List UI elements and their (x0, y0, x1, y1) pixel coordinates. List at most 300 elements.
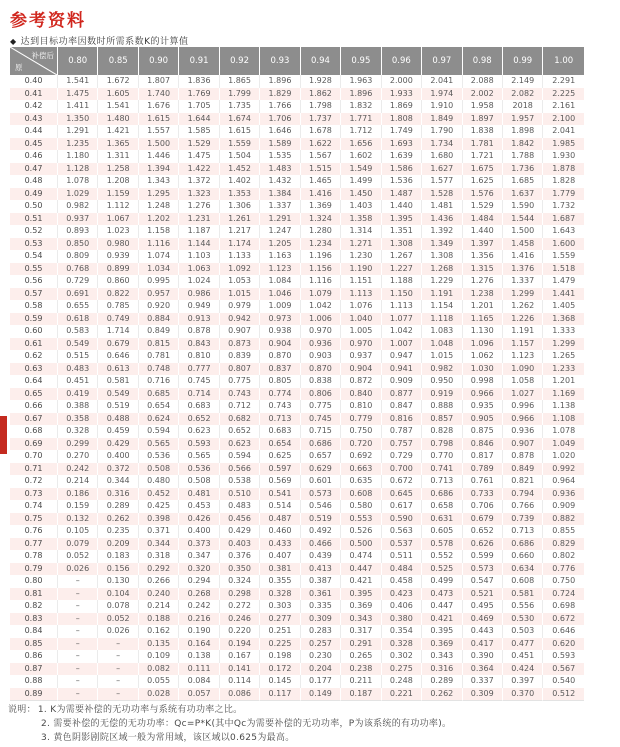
k-value-cell: 1.644 (179, 113, 219, 126)
k-value-cell: 1.299 (543, 338, 584, 351)
k-value-cell: 0.936 (301, 338, 341, 351)
k-value-cell: 0.870 (301, 363, 341, 376)
footnote-line (8, 731, 451, 745)
k-value-cell: 1.685 (503, 175, 543, 188)
k-value-cell: 0.599 (463, 550, 503, 563)
row-header-cell: 0.77 (10, 538, 58, 551)
k-value-cell: 0.324 (220, 575, 260, 588)
k-value-cell: 0.613 (98, 363, 138, 376)
k-value-cell: 0.162 (139, 625, 179, 638)
k-value-cell: 0.395 (422, 625, 462, 638)
k-value-cell: 1.450 (341, 188, 381, 201)
k-value-cell: 1.577 (422, 175, 462, 188)
k-value-cell: 1.771 (341, 113, 381, 126)
k-value-cell: 1.191 (422, 288, 462, 301)
table-row-0.45 (10, 138, 584, 151)
k-value-cell: 0.964 (543, 475, 584, 488)
k-value-cell: 0.156 (98, 563, 138, 576)
k-value-cell: 0.839 (220, 350, 260, 363)
k-value-cell: 0.652 (463, 525, 503, 538)
footnote-2: 2. 需要补偿的无偿的无功功率：Qc=P*K(其中Qc为需要补偿的无功功率，P为该系统的有功功率)。 (41, 719, 452, 729)
k-value-cell: 1.280 (301, 225, 341, 238)
k-value-cell: 1.078 (58, 175, 98, 188)
k-value-cell: 0.447 (422, 600, 462, 613)
k-value-cell: 0.739 (503, 513, 543, 526)
k-value-cell: 0.500 (341, 538, 381, 551)
k-value-cell: 1.897 (463, 113, 503, 126)
k-value-cell: 1.150 (382, 288, 422, 301)
k-value-cell: 1.963 (341, 75, 381, 88)
k-value-cell: 0.492 (301, 525, 341, 538)
k-value-cell: 0.230 (301, 650, 341, 663)
k-value-cell: 0.177 (301, 675, 341, 688)
k-value-cell: 0.750 (543, 575, 584, 588)
k-value-cell: 0.417 (463, 638, 503, 651)
k-value-cell: 0.343 (341, 613, 381, 626)
table-row-0.76 (10, 525, 584, 538)
k-value-cell: 1.481 (422, 200, 462, 213)
k-value-cell: 0.055 (139, 675, 179, 688)
k-value-cell: 1.308 (422, 250, 462, 263)
k-value-cell: 0.265 (341, 650, 381, 663)
k-value-cell: – (58, 625, 98, 638)
k-value-cell: 0.743 (220, 388, 260, 401)
k-value-cell: 1.576 (463, 188, 503, 201)
k-value-cell: 1.465 (301, 175, 341, 188)
k-value-cell: – (98, 688, 138, 702)
k-value-cell: 0.685 (139, 388, 179, 401)
row-header-cell: 0.65 (10, 388, 58, 401)
k-value-cell: 1.083 (422, 325, 462, 338)
k-value-cell: 0.397 (503, 675, 543, 688)
k-value-cell: 1.838 (463, 125, 503, 138)
k-value-cell: 1.898 (503, 125, 543, 138)
row-header-cell: 0.48 (10, 175, 58, 188)
k-value-cell: 0.473 (422, 588, 462, 601)
k-value-cell: 0.692 (341, 450, 381, 463)
k-value-cell: – (58, 588, 98, 601)
k-value-cell: 1.116 (301, 275, 341, 288)
k-value-cell: 1.832 (341, 100, 381, 113)
k-value-cell: 1.165 (463, 313, 503, 326)
k-value-cell: 0.167 (220, 650, 260, 663)
k-value-cell: 0.629 (301, 463, 341, 476)
table-row-0.74 (10, 500, 584, 513)
k-value-cell: 0.936 (503, 425, 543, 438)
k-value-cell: 0.802 (543, 550, 584, 563)
k-value-cell: 1.311 (98, 150, 138, 163)
k-value-cell: 0.390 (463, 650, 503, 663)
k-value-cell: 0.938 (260, 325, 300, 338)
row-header-cell: 0.80 (10, 575, 58, 588)
table-row-0.54 (10, 250, 584, 263)
row-header-cell: 0.86 (10, 650, 58, 663)
k-value-cell: 1.590 (503, 200, 543, 213)
k-value-cell: 0.117 (260, 688, 300, 702)
k-value-cell: 0.937 (58, 213, 98, 226)
k-value-cell: 1.416 (301, 188, 341, 201)
k-value-cell: 1.265 (543, 350, 584, 363)
col-header-0.93: 0.93 (260, 47, 300, 75)
k-value-cell: 0.781 (139, 350, 179, 363)
k-value-cell: 1.262 (503, 300, 543, 313)
k-value-cell: 0.275 (382, 663, 422, 676)
k-value-cell: 0.309 (301, 613, 341, 626)
k-value-cell: 1.458 (503, 238, 543, 251)
k-value-cell: 1.842 (503, 138, 543, 151)
k-value-cell: 1.896 (341, 88, 381, 101)
k-value-cell: 0.909 (543, 500, 584, 513)
k-value-cell: 0.388 (58, 400, 98, 413)
k-value-cell: 1.544 (503, 213, 543, 226)
k-value-cell: 1.930 (543, 150, 584, 163)
k-value-cell: 0.625 (260, 450, 300, 463)
table-row-0.81 (10, 588, 584, 601)
k-value-cell: 0.549 (98, 388, 138, 401)
table-row-0.55 (10, 263, 584, 276)
k-value-cell: 0.216 (179, 613, 219, 626)
k-value-cell: 1.067 (98, 213, 138, 226)
k-value-cell: 1.384 (260, 188, 300, 201)
k-value-cell: 1.133 (220, 250, 260, 263)
k-value-cell: 0.344 (98, 475, 138, 488)
k-value-cell: 1.687 (543, 213, 584, 226)
k-value-cell: 1.483 (260, 163, 300, 176)
k-value-cell: 1.191 (503, 325, 543, 338)
k-value-cell: 0.328 (382, 638, 422, 651)
k-value-cell: 0.973 (260, 313, 300, 326)
k-value-cell: 0.355 (260, 575, 300, 588)
k-value-cell: 1.229 (422, 275, 462, 288)
k-value-cell: 2.041 (543, 125, 584, 138)
k-value-cell: 1.247 (260, 225, 300, 238)
k-value-cell: 1.829 (260, 88, 300, 101)
k-value-cell: 0.347 (179, 550, 219, 563)
table-row-0.44 (10, 125, 584, 138)
k-value-cell: 0.775 (301, 400, 341, 413)
k-value-cell: 0.164 (179, 638, 219, 651)
k-value-cell: 1.518 (543, 263, 584, 276)
k-value-cell: 1.217 (220, 225, 260, 238)
k-value-cell: 0.451 (58, 375, 98, 388)
k-value-cell: 0.549 (58, 338, 98, 351)
k-value-cell: 0.618 (58, 313, 98, 326)
k-value-cell: 0.888 (422, 400, 462, 413)
table-row-0.65 (10, 388, 584, 401)
k-value-cell: 0.483 (220, 500, 260, 513)
k-value-cell: 1.271 (341, 238, 381, 251)
k-value-cell: 1.678 (301, 125, 341, 138)
k-value-cell: 0.939 (98, 250, 138, 263)
k-value-cell: 0.337 (463, 675, 503, 688)
table-row-0.70 (10, 450, 584, 463)
k-value-cell: 0.623 (220, 438, 260, 451)
k-value-cell: 1.159 (98, 188, 138, 201)
k-value-cell: 1.862 (301, 88, 341, 101)
k-value-cell: 1.333 (543, 325, 584, 338)
k-value-cell: 1.672 (98, 75, 138, 88)
k-value-cell: 1.637 (503, 188, 543, 201)
k-value-cell: 1.112 (98, 200, 138, 213)
table-row-0.64 (10, 375, 584, 388)
k-value-cell: 0.538 (220, 475, 260, 488)
k-value-cell: 1.422 (179, 163, 219, 176)
k-value-cell: 0.277 (260, 613, 300, 626)
k-value-cell: 1.535 (260, 150, 300, 163)
footnotes (8, 703, 451, 745)
row-header-cell: 0.67 (10, 413, 58, 426)
k-value-cell: 1.706 (260, 113, 300, 126)
k-value-cell: 1.615 (220, 125, 260, 138)
k-value-cell: 1.586 (382, 163, 422, 176)
k-value-cell: 0.743 (260, 400, 300, 413)
k-value-cell: 0.026 (58, 563, 98, 576)
k-value-cell: 0.761 (463, 475, 503, 488)
row-header-cell: 0.60 (10, 325, 58, 338)
k-value-cell: 1.092 (220, 263, 260, 276)
row-header-cell: 0.88 (10, 675, 58, 688)
k-value-cell: 1.049 (543, 438, 584, 451)
table-row-0.52 (10, 225, 584, 238)
table-row-0.79 (10, 563, 584, 576)
k-value-cell: 0.546 (301, 500, 341, 513)
k-value-cell: 0.214 (139, 600, 179, 613)
k-value-cell: 0.421 (422, 613, 462, 626)
row-header-cell: 0.82 (10, 600, 58, 613)
k-value-cell: 0.109 (139, 650, 179, 663)
k-value-cell: 0.608 (341, 488, 381, 501)
k-value-cell: 1.798 (301, 100, 341, 113)
k-value-cell: 0.691 (58, 288, 98, 301)
k-value-cell: 0.358 (58, 413, 98, 426)
k-value-cell: 0.724 (543, 588, 584, 601)
k-value-cell: 0.893 (58, 225, 98, 238)
k-value-cell: 1.233 (543, 363, 584, 376)
k-value-cell: 0.309 (463, 688, 503, 702)
k-value-cell: 1.769 (179, 88, 219, 101)
k-value-cell: 1.227 (382, 263, 422, 276)
k-value-cell: 1.674 (220, 113, 260, 126)
k-value-cell: 1.766 (260, 100, 300, 113)
k-value-cell: 1.138 (543, 400, 584, 413)
k-value-cell: 0.343 (422, 650, 462, 663)
k-value-cell: 1.291 (260, 213, 300, 226)
col-header-0.95: 0.95 (341, 47, 381, 75)
k-value-cell: 0.316 (422, 663, 462, 676)
k-value-cell: 0.716 (139, 375, 179, 388)
table-caption (10, 34, 189, 47)
k-value-cell: 1.656 (341, 138, 381, 151)
k-value-cell: 0.798 (422, 438, 462, 451)
k-value-cell: 1.836 (179, 75, 219, 88)
k-value-cell: 1.549 (341, 163, 381, 176)
k-value-cell: 0.429 (98, 438, 138, 451)
k-value-cell: 1.828 (543, 175, 584, 188)
k-value-cell: 0.302 (382, 650, 422, 663)
k-value-cell: 0.400 (179, 525, 219, 538)
k-value-cell: 1.076 (341, 300, 381, 313)
k-value-cell: 1.337 (503, 275, 543, 288)
k-value-cell: 0.822 (98, 288, 138, 301)
row-header-cell: 0.49 (10, 188, 58, 201)
k-value-cell: 1.090 (503, 363, 543, 376)
k-value-cell: 0.829 (543, 538, 584, 551)
row-header-cell: 0.44 (10, 125, 58, 138)
table-row-0.87 (10, 663, 584, 676)
k-value-cell: 1.113 (382, 300, 422, 313)
k-value-cell: – (58, 613, 98, 626)
k-value-cell: 0.439 (301, 550, 341, 563)
k-value-cell: 0.373 (179, 538, 219, 551)
k-value-cell: 1.058 (503, 375, 543, 388)
k-value-cell: 0.508 (139, 463, 179, 476)
row-header-cell: 0.52 (10, 225, 58, 238)
k-value-cell: 1.077 (382, 313, 422, 326)
k-value-cell: 0.320 (179, 563, 219, 576)
k-value-cell: 0.344 (139, 538, 179, 551)
k-value-cell: 0.186 (58, 488, 98, 501)
k-value-cell: 0.474 (341, 550, 381, 563)
k-value-cell: 1.957 (503, 113, 543, 126)
k-value-cell: 0.268 (179, 588, 219, 601)
k-value-cell: 1.078 (543, 425, 584, 438)
k-value-cell: 0.552 (422, 550, 462, 563)
k-value-cell: 1.188 (382, 275, 422, 288)
k-value-cell: 0.748 (139, 363, 179, 376)
row-header-cell: 0.40 (10, 75, 58, 88)
row-header-cell: 0.89 (10, 688, 58, 702)
k-value-cell: 0.878 (179, 325, 219, 338)
k-value-cell: 1.062 (463, 350, 503, 363)
k-value-cell: 0.907 (220, 325, 260, 338)
k-value-cell: 0.328 (260, 588, 300, 601)
k-value-cell: 1.736 (503, 163, 543, 176)
k-value-cell: 0.406 (382, 600, 422, 613)
k-value-cell: 0.683 (179, 400, 219, 413)
row-header-cell: 0.43 (10, 113, 58, 126)
table-row-0.60 (10, 325, 584, 338)
k-value-cell: 0.816 (382, 413, 422, 426)
k-value-cell: 1.693 (382, 138, 422, 151)
row-header-cell: 0.46 (10, 150, 58, 163)
k-value-cell: 1.432 (260, 175, 300, 188)
table-row-0.80 (10, 575, 584, 588)
k-value-cell: 1.440 (382, 200, 422, 213)
k-value-cell: 0.317 (341, 625, 381, 638)
k-value-cell: 1.712 (341, 125, 381, 138)
k-value-cell: 0.878 (503, 450, 543, 463)
k-value-cell: 0.581 (98, 375, 138, 388)
k-value-cell: 0.484 (382, 563, 422, 576)
k-value-cell: 0.459 (98, 425, 138, 438)
k-value-cell: 0.970 (301, 325, 341, 338)
k-value-cell: 1.559 (543, 250, 584, 263)
k-value-cell: 0.846 (463, 438, 503, 451)
k-value-cell: 0.369 (341, 600, 381, 613)
k-value-cell: 0.299 (58, 438, 98, 451)
k-value-cell: 0.654 (139, 400, 179, 413)
table-row-0.42 (10, 100, 584, 113)
col-header-0.92: 0.92 (220, 47, 260, 75)
k-value-cell: 0.214 (58, 475, 98, 488)
k-value-cell: 1.276 (463, 275, 503, 288)
k-value-cell: 0.221 (382, 688, 422, 702)
k-value-cell: 0.380 (382, 613, 422, 626)
k-value-cell: 0.745 (179, 375, 219, 388)
k-value-cell: 0.581 (503, 588, 543, 601)
k-value-cell: 0.235 (98, 525, 138, 538)
k-value-cell: 0.536 (179, 463, 219, 476)
k-value-cell: 1.084 (260, 275, 300, 288)
k-value-cell: 0.220 (220, 625, 260, 638)
k-value-cell: 0.242 (58, 463, 98, 476)
k-value-cell: 0.458 (382, 575, 422, 588)
k-value-cell: 0.026 (98, 625, 138, 638)
k-value-cell: 1.646 (260, 125, 300, 138)
table-row-0.73 (10, 488, 584, 501)
col-header-0.98: 0.98 (463, 47, 503, 75)
table-row-0.75 (10, 513, 584, 526)
table-row-0.62 (10, 350, 584, 363)
k-value-cell: 0.828 (422, 425, 462, 438)
k-value-cell: 0.525 (422, 563, 462, 576)
k-value-cell: 0.350 (220, 563, 260, 576)
k-value-cell: – (98, 650, 138, 663)
table-row-0.78 (10, 550, 584, 563)
k-value-cell: 0.847 (382, 400, 422, 413)
k-value-cell: 0.248 (382, 675, 422, 688)
k-value-cell: 0.028 (139, 688, 179, 702)
k-value-cell: 0.503 (503, 625, 543, 638)
k-value-cell: 2.002 (463, 88, 503, 101)
k-value-cell: 1.627 (422, 163, 462, 176)
k-value-cell: 1.007 (382, 338, 422, 351)
k-value-cell: 0.433 (260, 538, 300, 551)
k-value-cell: 0.597 (260, 463, 300, 476)
k-value-cell: – (98, 638, 138, 651)
k-value-cell: 0.809 (58, 250, 98, 263)
k-value-cell: 0.251 (260, 625, 300, 638)
k-value-cell: 1.484 (463, 213, 503, 226)
k-value-cell: 1.529 (463, 200, 503, 213)
k-value-cell: 0.679 (463, 513, 503, 526)
k-value-cell: 1.732 (543, 200, 584, 213)
k-value-cell: 1.807 (139, 75, 179, 88)
k-value-cell: 1.541 (98, 100, 138, 113)
table-row-0.77 (10, 538, 584, 551)
table-row-0.63 (10, 363, 584, 376)
k-value-cell: 0.569 (260, 475, 300, 488)
k-value-cell: 0.130 (98, 575, 138, 588)
k-value-cell: 1.123 (260, 263, 300, 276)
k-value-cell: 2.000 (382, 75, 422, 88)
row-header-cell: 0.66 (10, 400, 58, 413)
k-value-cell: 0.556 (503, 600, 543, 613)
k-value-cell: 1.504 (220, 150, 260, 163)
k-value-cell: 0.515 (58, 350, 98, 363)
k-value-cell: 1.480 (98, 113, 138, 126)
k-value-cell: 0.114 (220, 675, 260, 688)
k-value-cell: – (58, 575, 98, 588)
k-value-cell: 0.246 (220, 613, 260, 626)
k-value-cell: 1.343 (139, 175, 179, 188)
k-value-cell: 1.790 (422, 125, 462, 138)
k-value-cell: 1.230 (341, 250, 381, 263)
k-value-cell: 0.052 (98, 613, 138, 626)
k-value-cell: 0.655 (58, 300, 98, 313)
k-value-cell: 1.353 (220, 188, 260, 201)
k-value-cell: 0.966 (503, 413, 543, 426)
